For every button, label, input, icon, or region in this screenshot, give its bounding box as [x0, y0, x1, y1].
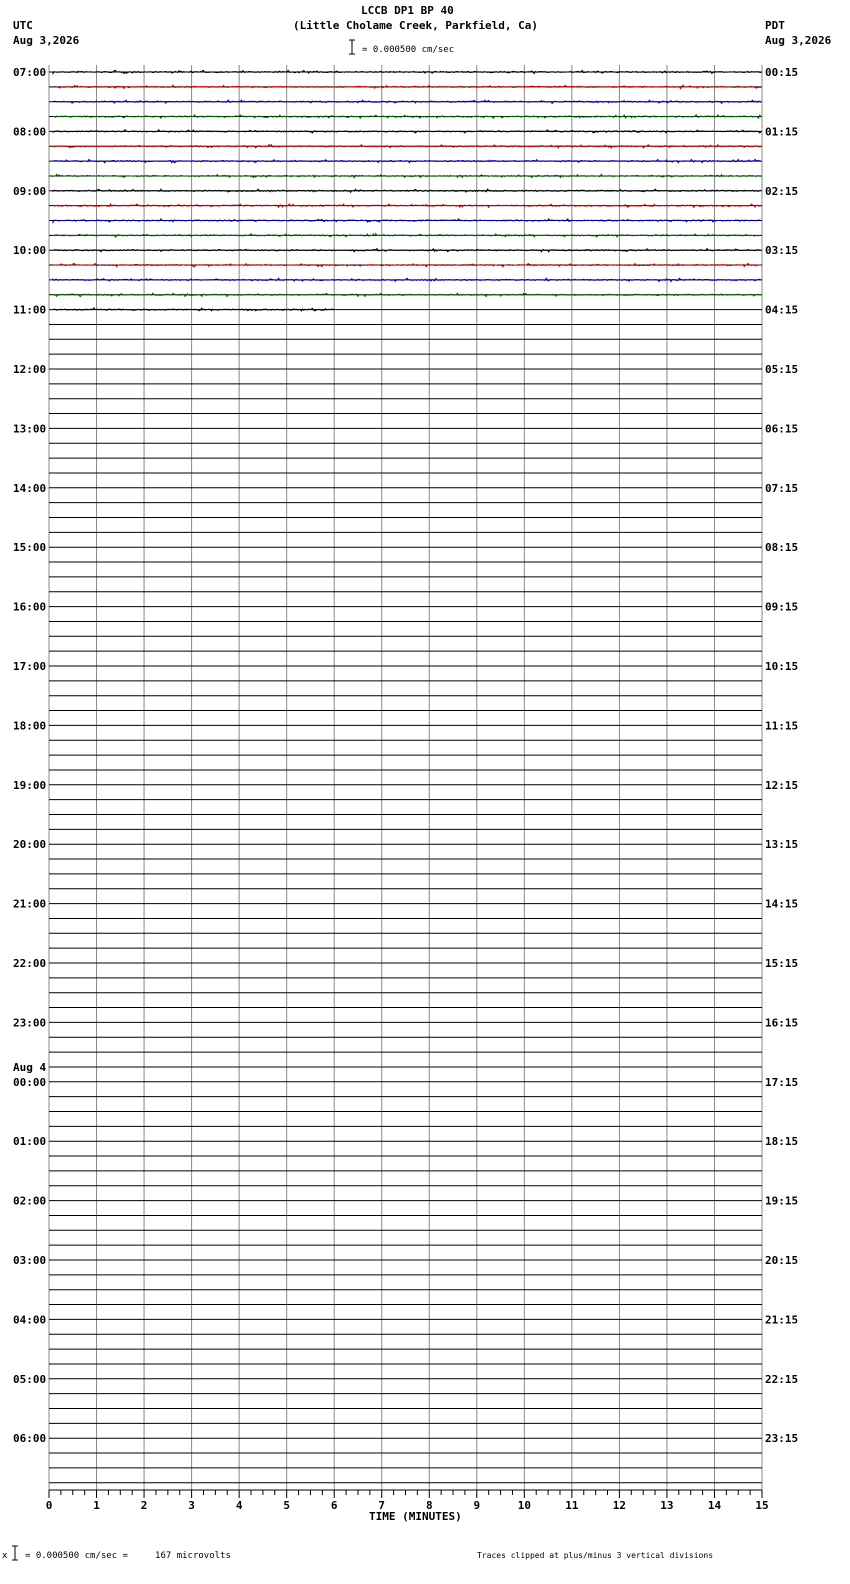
- x-tick-label: 5: [283, 1499, 290, 1512]
- pdt-hour-label: 09:15: [765, 600, 799, 614]
- seismic-trace: [53, 219, 761, 222]
- x-tick-label: 10: [517, 1499, 531, 1512]
- pdt-hour-label: 05:15: [765, 363, 799, 376]
- pdt-hour-label: 18:15: [765, 1135, 799, 1149]
- utc-hour-label: 03:00: [13, 1254, 47, 1267]
- utc-hour-label: 07:00: [13, 66, 47, 79]
- utc-hour-label: 10:00: [13, 244, 47, 258]
- x-tick-label: 0: [45, 1499, 53, 1512]
- utc-hour-label: 20:00: [13, 838, 47, 852]
- pdt-hour-label: 13:15: [765, 838, 799, 852]
- pdt-hour-label: 06:15: [765, 422, 799, 436]
- seismic-trace: [53, 293, 761, 296]
- pdt-hour-label: 22:15: [765, 1372, 799, 1386]
- chart-title: LCCB DP1 BP 40: [361, 4, 454, 17]
- seismic-trace: [53, 85, 761, 89]
- x-tick-label: 9: [473, 1499, 481, 1512]
- x-axis-title: TIME (MINUTES): [369, 1510, 462, 1523]
- label-layer: [13, 66, 798, 1512]
- utc-hour-label: 09:00: [13, 184, 47, 198]
- pdt-hour-label: 03:15: [765, 244, 799, 258]
- seismic-trace: [53, 145, 761, 149]
- pdt-hour-label: 07:15: [765, 481, 799, 495]
- seismic-trace: [53, 100, 761, 103]
- seismic-trace: [53, 204, 761, 208]
- utc-hour-label: 11:00: [13, 303, 47, 317]
- utc-hour-label: 08:00: [13, 125, 47, 139]
- pdt-hour-label: 01:15: [765, 125, 799, 139]
- seismic-trace: [53, 234, 761, 237]
- pdt-hour-label: 00:15: [765, 66, 799, 79]
- footer-scale-text: = 0.000500 cm/sec = 167 microvolts: [25, 1551, 231, 1561]
- scale-label: = 0.000500 cm/sec: [362, 45, 455, 55]
- pdt-hour-label: 21:15: [765, 1313, 799, 1327]
- utc-hour-label: 12:00: [13, 363, 47, 376]
- x-tick-label: 15: [755, 1499, 769, 1512]
- pdt-hour-label: 23:15: [765, 1432, 799, 1446]
- pdt-hour-label: 10:15: [765, 660, 799, 673]
- pdt-hour-label: 17:15: [765, 1075, 799, 1089]
- x-tick-label: 2: [140, 1499, 148, 1512]
- utc-date-label: Aug 3,2026: [13, 34, 80, 47]
- utc-hour-label: 15:00: [13, 541, 47, 555]
- utc-hour-label: 06:00: [13, 1432, 47, 1446]
- utc-hour-label: 00:00: [13, 1075, 47, 1089]
- pdt-hour-label: 15:15: [765, 957, 799, 970]
- utc-hour-label: 16:00: [13, 600, 47, 614]
- footer-left-mark: x: [2, 1551, 8, 1561]
- x-tick-label: 13: [660, 1499, 674, 1512]
- seismic-trace: [53, 263, 761, 266]
- seismic-trace: [53, 70, 761, 73]
- seismic-trace: [53, 174, 761, 177]
- pdt-hour-label: 12:15: [765, 778, 799, 792]
- utc-zone-label: UTC: [13, 19, 33, 32]
- x-tick-label: 12: [612, 1499, 627, 1512]
- pdt-hour-label: 02:15: [765, 184, 799, 198]
- utc-hour-label: 01:00: [13, 1135, 47, 1149]
- pdt-hour-label: 08:15: [765, 541, 799, 555]
- utc-hour-label: 19:00: [13, 778, 47, 792]
- x-tick-label: 3: [188, 1499, 195, 1512]
- x-tick-label: 6: [330, 1499, 338, 1512]
- utc-hour-label: 02:00: [13, 1194, 47, 1208]
- utc-hour-label: 13:00: [13, 422, 47, 436]
- pdt-hour-label: 19:15: [765, 1194, 799, 1208]
- utc-hour-label: 05:00: [13, 1372, 47, 1386]
- x-tick-label: 11: [565, 1499, 579, 1512]
- utc-hour-label: 17:00: [13, 660, 47, 673]
- x-tick-label: 4: [235, 1499, 243, 1512]
- utc-hour-label: 18:00: [13, 719, 47, 733]
- seismic-trace: [53, 249, 761, 252]
- footer-scale-bar-icon: [12, 1546, 18, 1560]
- pdt-hour-label: 14:15: [765, 897, 799, 911]
- pdt-hour-label: 20:15: [765, 1254, 799, 1267]
- pdt-hour-label: 04:15: [765, 303, 799, 317]
- pdt-hour-label: 11:15: [765, 719, 799, 733]
- utc-hour-label: 14:00: [13, 481, 47, 495]
- utc-hour-label: 23:00: [13, 1016, 47, 1030]
- x-tick-label: 8: [425, 1499, 433, 1512]
- utc-hour-label: 21:00: [13, 897, 47, 911]
- pdt-hour-label: 16:15: [765, 1016, 799, 1030]
- utc-hour-label: 04:00: [13, 1313, 47, 1327]
- footer-clip-note: Traces clipped at plus/minus 3 vertical divisions: [477, 1551, 714, 1560]
- pdt-date-label: Aug 3,2026: [765, 34, 832, 47]
- chart-subtitle: (Little Cholame Creek, Parkfield, Ca): [293, 19, 539, 32]
- day-change-label: Aug 4: [13, 1061, 47, 1074]
- pdt-zone-label: PDT: [765, 19, 785, 32]
- x-tick-label: 1: [93, 1499, 100, 1512]
- x-tick-label: 7: [378, 1499, 386, 1512]
- x-tick-label: 14: [707, 1499, 722, 1512]
- scale-bar-icon: [349, 40, 355, 54]
- utc-hour-label: 22:00: [13, 957, 47, 970]
- seismic-trace: [53, 115, 761, 119]
- seismic-trace: [53, 159, 761, 162]
